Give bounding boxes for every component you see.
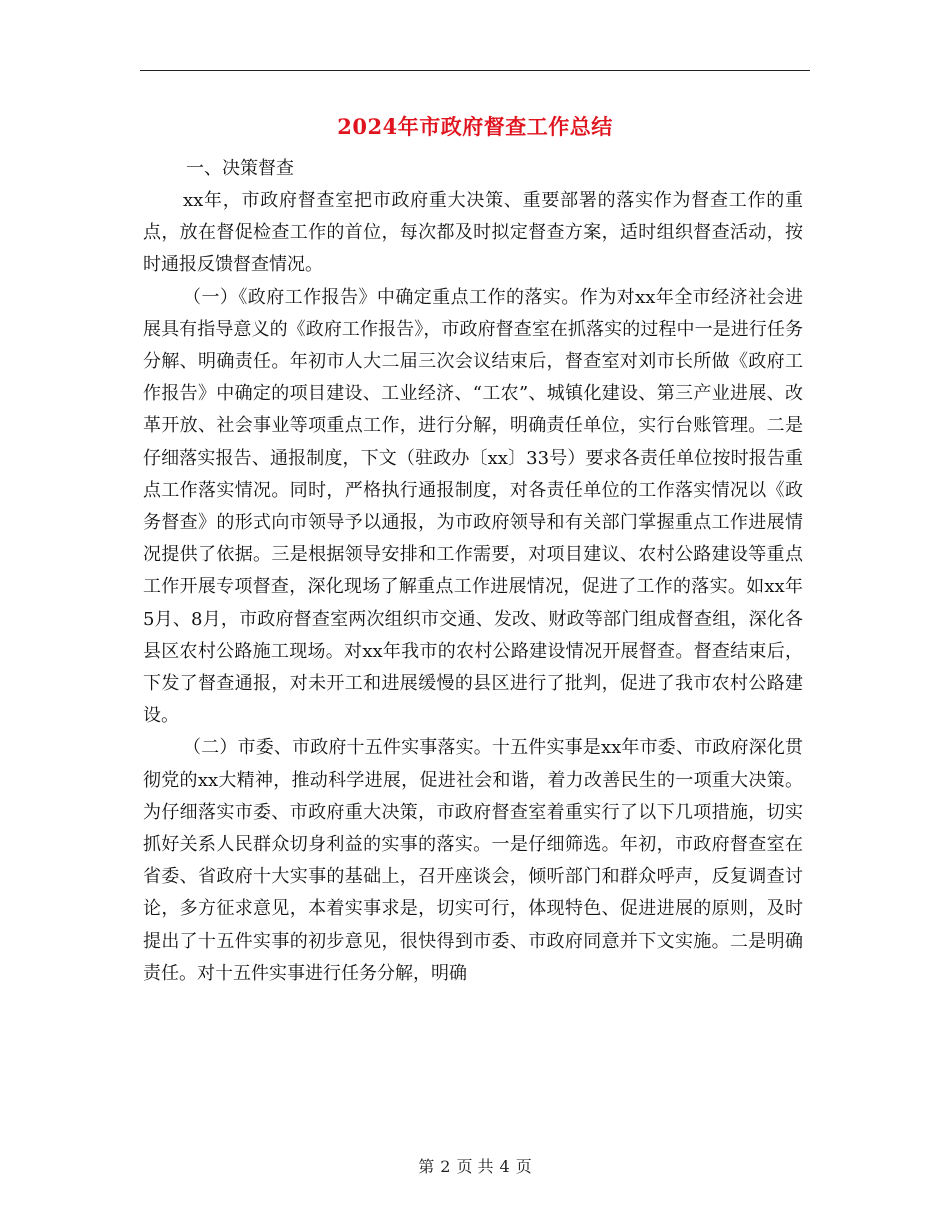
footer-middle: 页 共 <box>456 1157 494 1176</box>
section-heading: 一、决策督查 <box>186 158 294 179</box>
footer-current-page: 2 <box>440 1157 451 1176</box>
footer-prefix: 第 <box>418 1157 435 1176</box>
footer-total-pages: 4 <box>499 1157 510 1176</box>
document-title: 2024年市政府督查工作总结 <box>337 114 613 139</box>
page-footer <box>0 1154 950 1177</box>
document-body <box>143 153 803 990</box>
footer-suffix: 页 <box>515 1157 532 1176</box>
paragraph-intro: xx年，市政府督查室把市政府重大决策、重要部署的落实作为督查工作的重点，放在督促检查工作的首位，每次都及时拟定督查方案，适时组织督查活动，按时通报反馈督查情况。 <box>143 190 803 276</box>
paragraph-government-report: （一）《政府工作报告》中确定重点工作的落实。作为对xx年全市经济社会进展具有指导意义的《政府工作报告》，市政府督查室在抓落实的过程中一是进行任务分解、明确责任。年初市人大二届三次会议结束后，督查室对刘市长所做《政府工作报告》中确定的项目建设、工业经济、“工农”、城镇化建设、第三产业进展、改革开放、社会事业等项重点工作，进行分解，明确责任单位，实行台账管理。二是仔细落实报告、通报制度，下文（驻政办〔xx〕33号）要求各责任单位按时报告重点工作落实情况。同时，严格执行通报制度，对各责任单位的工作落实情况以《政务督查》的形式向市领导予以通报，为市政府领导和有关部门掌握重点工作进展情况提供了依据。三是根据领导安排和工作需要，对项目建议、农村公路建设等重点工作开展专项督查，深化现场了解重点工作进展情况，促进了工作的落实。如xx年5月、8月，市政府督查室两次组织市交通、发改、财政等部门组成督查组，深化各县区农村公路施工现场。对xx年我市的农村公路建设情况开展督查。督查结束后，下发了督查通报，对未开工和进展缓慢的县区进行了批判，促进了我市农村公路建设。 <box>143 286 803 727</box>
header-rule <box>140 70 810 71</box>
paragraph-fifteen-tasks: （二）市委、市政府十五件实事落实。十五件实事是xx年市委、市政府深化贯彻党的xx大精神，推动科学进展，促进社会和谐，着力改善民生的一项重大决策。为仔细落实市委、市政府重大决策，市政府督查室着重实行了以下几项措施，切实抓好关系人民群众切身利益的实事的落实。一是仔细筛选。年初，市政府督查室在省委、省政府十大实事的基础上，召开座谈会，倾听部门和群众呼声，反复调查讨论，多方征求意见，本着实事求是，切实可行，体现特色、促进进展的原则，及时提出了十五件实事的初步意见，很快得到市委、市政府同意并下文实施。二是明确责任。对十五件实事进行任务分解，明确 <box>143 737 803 984</box>
